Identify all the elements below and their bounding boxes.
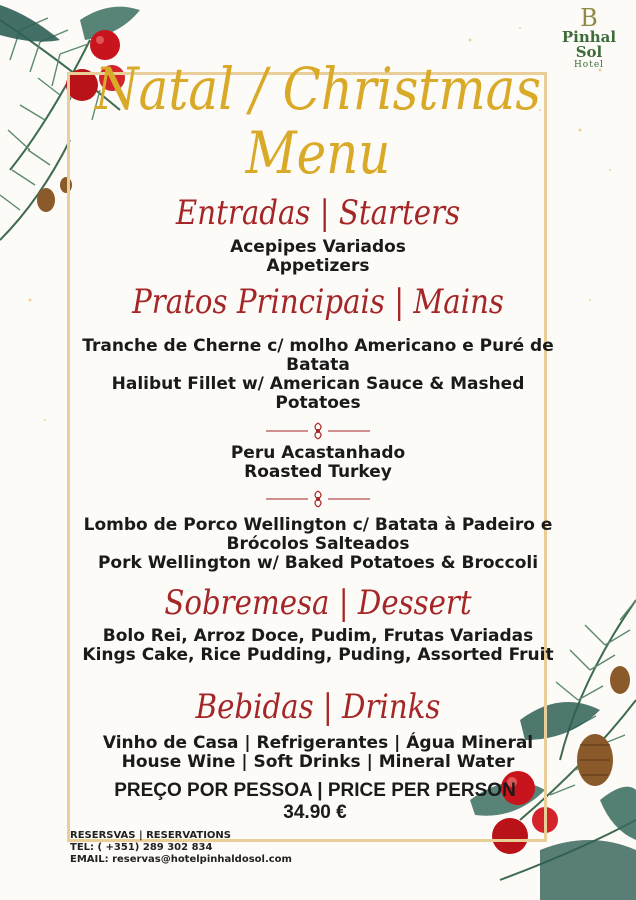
dessert-en: Kings Cake, Rice Pudding, Puding, Assorted Fruit (82, 645, 554, 665)
dish1-pt-b: Batata (286, 355, 350, 375)
dish1-pt-a: Tranche de Cherne c/ molho Americano e Puré de (82, 336, 554, 356)
dessert-pt: Bolo Rei, Arroz Doce, Pudim, Frutas Variadas (102, 626, 534, 646)
logo-mark: B (580, 4, 598, 32)
contact-block (70, 830, 292, 866)
dish3-pt-a: Lombo de Porco Wellington c/ Batata à Padeiro e (83, 515, 553, 535)
contact-email[interactable]: EMAIL: reservas@hotelpinhaldosol.com (70, 854, 292, 865)
price-label: PREÇO POR PESSOA | PRICE PER PERSON (114, 780, 516, 801)
starters-pt: Acepipes Variados (230, 237, 406, 257)
logo-name: Pinhal Sol (561, 28, 617, 61)
drinks-item (68, 734, 568, 772)
contact-tel[interactable]: TEL: ( +351) 289 302 834 (70, 842, 213, 853)
dish1-en-a: Halibut Fillet w/ American Sauce & Mashed (111, 374, 525, 394)
dish2-pt: Peru Acastanhado (230, 443, 406, 463)
dish2-en: Roasted Turkey (244, 462, 392, 482)
menu-title-line2: Menu (245, 119, 391, 187)
dessert-heading: Sobremesa | Dessert (164, 583, 472, 623)
drinks-heading: Bebidas | Drinks (195, 687, 441, 727)
mains-dish-3 (68, 516, 568, 573)
mains-dish-2 (68, 444, 568, 482)
starters-en: Appetizers (266, 256, 370, 276)
mains-heading: Pratos Principais | Mains (132, 282, 504, 322)
contact-reservations: RESERSVAS | RESERVATIONS (70, 830, 231, 841)
drinks-pt: Vinho de Casa | Refrigerantes | Água Mineral (102, 733, 534, 753)
ornament-divider-icon (266, 421, 370, 441)
mains-dish-1 (68, 337, 568, 413)
starters-heading: Entradas | Starters (175, 193, 461, 233)
price-value: 34.90 € (283, 802, 347, 823)
drinks-en: House Wine | Soft Drinks | Mineral Water (121, 752, 515, 772)
dish3-pt-b: Brócolos Salteados (226, 534, 410, 554)
logo-sub: Hotel (573, 60, 605, 70)
dish1-en-b: Potatoes (275, 393, 361, 413)
ornament-divider-icon (266, 489, 370, 509)
dish3-en: Pork Wellington w/ Baked Potatoes & Broccoli (97, 553, 539, 573)
menu-title-line1: Natal / Christmas (94, 55, 541, 123)
dessert-item (68, 627, 568, 665)
starters-item (68, 238, 568, 276)
